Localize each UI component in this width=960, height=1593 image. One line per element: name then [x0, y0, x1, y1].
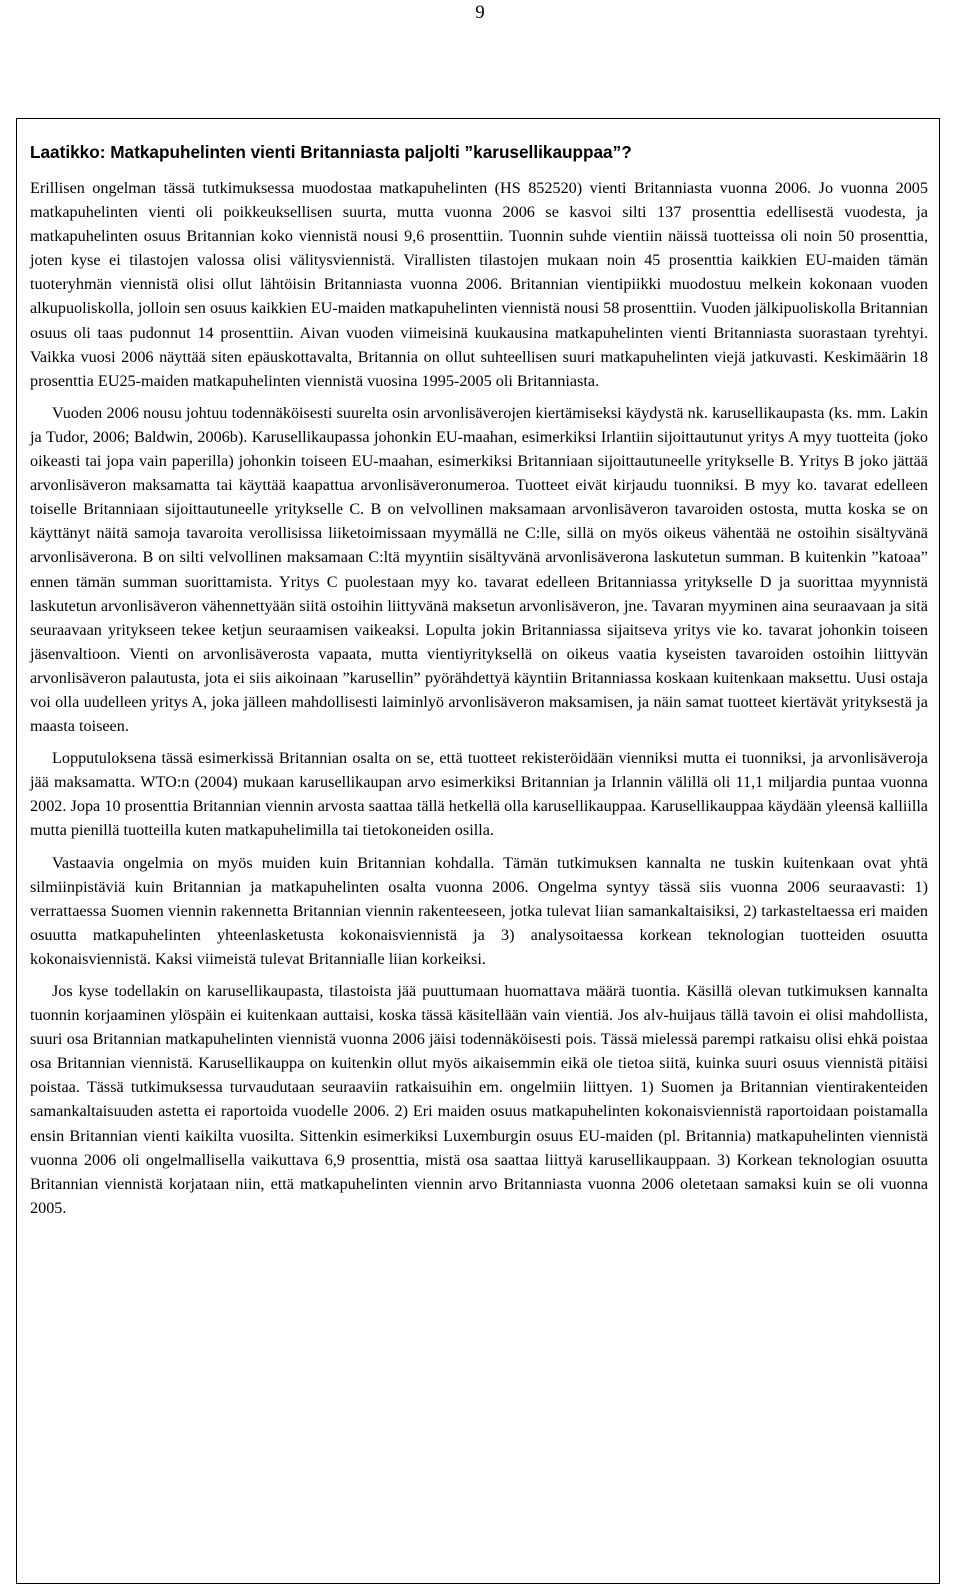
text-box — [16, 118, 940, 1584]
page-number: 9 — [475, 2, 485, 23]
box-content — [30, 141, 928, 1228]
paragraph-5: Jos kyse todellakin on karusellikaupasta, tilastoista jää puuttumaan huomattava määrä tuontia. Käsillä olevan tutkimuksen kannalta tuonnin korjaaminen ylöspäin ei kuitenkaan auttaisi, koska tässä käsitellään vain vientiä. Jos alv-huijaus tällä tavoin ei olisi mahdollista, suuri osa Britannian matkapuhelinten viennistä vuonna 2006 jäisi todennäköisesti pois. Tässä mielessä parempi ratkaisu olisi ehkä poistaa osa Britannian viennistä. Karusellikauppa on kuitenkin ollut myös aikaisemmin eikä ole tietoa siitä, kuinka suuri osuus viennistä pitäisi poistaa. Tässä tutkimuksessa turvaudutaan seuraaviin ratkaisuihin em. ongelmiin liittyen. 1) Suomen ja Britannian vientirakenteiden samankaltaisuuden astetta ei raportoida vuodelle 2006. 2) Eri maiden osuus matkapuhelinten kokonaisviennistä raportoidaan poistamalla ensin Britannian vienti kaikilta vuosilta. Sittenkin esimerkiksi Luxemburgin osuus EU-maiden (pl. Britannia) matkapuhelinten viennistä vuonna 2006 oli ongelmallisella vaikuttava 6,9 prosenttia, mistä osa saattaa liittyä karusellikauppaan. 3) Korkean teknologian osuutta Britannian viennistä korjataan niin, että matkapuhelinten viennin arvo Britanniasta vuonna 2006 oletetaan samaksi kuin se oli vuonna 2005. — [30, 982, 928, 1217]
paragraph-4: Vastaavia ongelmia on myös muiden kuin Britannian kohdalla. Tämän tutkimuksen kannalta ne tuskin kuitenkaan ovat yhtä silmiinpistäviä kuin Britannian ja matkapuhelinten osalta vuonna 2006. Ongelma syntyy tässä siis vuonna 2006 seuraavasti: 1) verrattaessa Suomen viennin rakennetta Britannian viennin rakenteeseen, jotka tulevat liian samankaltaisiksi, 2) tarkasteltaessa eri maiden osuutta matkapuhelinten yhteenlasketusta kokonaisviennistä ja 3) analysoitaessa korkean teknologian tuotteiden osuutta kokonaisviennistä. Kaksi viimeistä tulevat Britannialle liian korkeiksi. — [30, 853, 928, 968]
paragraph-1: Erillisen ongelman tässä tutkimuksessa muodostaa matkapuhelinten (HS 852520) vienti Britanniasta vuonna 2006. Jo vuonna 2005 matkapuhelinten vienti oli poikkeuksellisen suurta, mutta vuonna 2006 se kasvoi silti 137 prosenttia edellisestä vuodesta, ja matkapuhelinten osuus Britannian koko viennistä nousi 9,6 prosenttiin. Tuonnin suhde vientiin näissä tuotteissa oli noin 50 prosenttia, joten kyse ei tilastojen valossa olisi välitysviennistä. Virallisten tilastojen mukaan noin 45 prosenttia kaikkien EU-maiden tämän tuoteryhmän viennistä olisi ollut lähtöisin Britanniasta vuonna 2006. Britannian vientipiikki muodostuu melkein kokonaan vuoden alkupuoliskolla, jolloin sen osuus kaikkien EU-maiden matkapuhelinten viennistä nousi 58 prosenttiin. Vuoden jälkipuoliskolla Britannian osuus oli taas pudonnut 14 prosenttiin. Aivan vuoden viimeisinä kuukausina matkapuhelinten vienti Britanniasta suorastaan tyrehtyi. Vaikka vuosi 2006 näyttää siten epäuskottavalta, Britannia on ollut suhteellisen suuri matkapuhelinten viejä jatkuvasti. Keskimäärin 18 prosenttia EU25-maiden matkapuhelinten viennistä vuosina 1995-2005 oli Britanniasta. — [30, 179, 928, 390]
paragraph-2: Vuoden 2006 nousu johtuu todennäköisesti suurelta osin arvonlisäverojen kiertämiseksi käydystä nk. karusellikaupasta (ks. mm. Lakin ja Tudor, 2006; Baldwin, 2006b). Karusellikaupassa johonkin EU-maahan, esimerkiksi Irlantiin sijoittautunut yritys A myy tuotteita (joko oikeasti tai jopa vain paperilla) johonkin toiseen EU-maahan, esimerkiksi Britanniaan sijoittautuneelle yritykselle B. Yritys B joko jättää arvonlisäveron maksamatta tai käyttää kaapattua arvonlisäveronumeroa. Tuotteet eivät kirjaudu tuonniksi. B myy ko. tavarat edelleen toiselle Britanniaan sijoittautuneelle yritykselle C. B on velvollinen maksamaan arvonlisäveron tavaroiden ostosta, mutta koska se on käyttänyt näitä samoja tavaroita verollisissa liiketoimissaan myymällä ne C:lle, sillä on myös oikeus vähentää ne ostoihin sisältyvänä arvonlisäverona. B on silti velvollinen maksamaan C:ltä myyntiin sisältyvänä arvonlisäverona laskutetun summan. B kuitenkin ”katoaa” ennen tämän summan suorittamista. Yritys C puolestaan myy ko. tavarat edelleen Britanniassa yritykselle D ja suorittaa myynnistä laskutetun arvonlisäveron vähennettyään siitä ostoihin liittyvänä maksetun arvonlisäveron, jne. Tavaran myyminen aina seuraavaan ja sitä seuraavaan yritykseen tekee ketjun seuraamisen vaikeaksi. Lopulta jokin Britanniassa sijaitseva yritys vie ko. tavarat johonkin toiseen jäsenvaltioon. Vienti on arvonlisäverosta vapaata, mutta vientiyrityksellä on oikeus vaatia kyseisten tavaroiden ostoihin liittyvän arvonlisäveron palautusta, jota ei siis aikoinaan ”karusellin” pyörähdettyä käyntiin Britanniassa koskaan kuitenkaan maksettu. Uusi ostaja voi olla uudelleen yritys A, joka jälleen mahdollisesti laiminlyö arvonlisäveron maksamisen, ja näin samat tuotteet kiertävät yrityksestä ja maasta toiseen. — [30, 403, 928, 736]
paragraph-3: Lopputuloksena tässä esimerkissä Britannian osalta on se, että tuotteet rekisteröidään vienniksi mutta ei tuonniksi, ja arvonlisäveroja jää maksamatta. WTO:n (2004) mukaan karusellikaupan arvo esimerkiksi Britannian ja Irlannin välillä oli 11,1 miljardia puntaa vuonna 2002. Jopa 10 prosenttia Britannian viennin arvosta saattaa tällä hetkellä olla karusellikauppaa. Karusellikauppaa käydään yleensä kalliilla mutta pienillä tuotteilla kuten matkapuhelimilla tai tietokoneiden osilla. — [30, 749, 928, 840]
box-heading: Laatikko: Matkapuhelinten vienti Britanniasta paljolti ”karusellikauppaa”? — [30, 142, 632, 162]
